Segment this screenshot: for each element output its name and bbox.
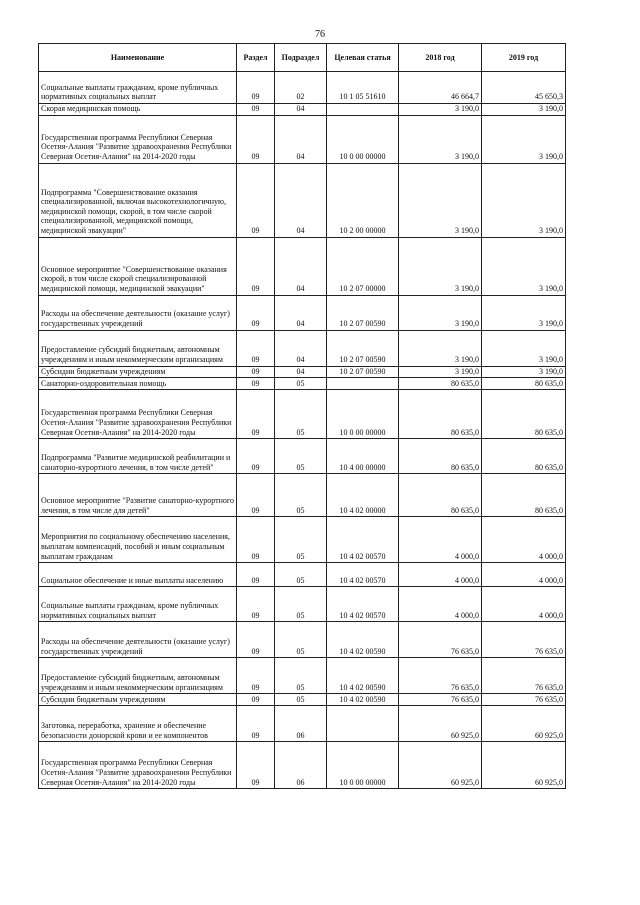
cell-podrazdel: 04 (275, 237, 327, 295)
cell-2019: 80 635,0 (482, 390, 566, 439)
cell-razdel: 09 (237, 622, 275, 658)
cell-target: 10 1 05 51610 (327, 72, 399, 104)
cell-target: 10 4 02 00590 (327, 658, 399, 694)
cell-podrazdel: 06 (275, 706, 327, 742)
cell-name: Государственная программа Республики Северная Осетия-Алания "Развитие здравоохранения Республики Северная Осетия-Алания" на 2014-2020 годы (39, 390, 237, 439)
table-row (39, 237, 566, 295)
cell-podrazdel: 04 (275, 115, 327, 163)
header-podrazdel: Подраздел (275, 44, 327, 72)
table-row (39, 295, 566, 330)
table-row (39, 587, 566, 622)
cell-podrazdel: 04 (275, 104, 327, 116)
header-2019: 2019 год (482, 44, 566, 72)
cell-target: 10 2 07 00590 (327, 295, 399, 330)
cell-2019: 80 635,0 (482, 378, 566, 390)
cell-target: 10 0 00 00000 (327, 115, 399, 163)
cell-razdel: 09 (237, 115, 275, 163)
cell-razdel: 09 (237, 295, 275, 330)
cell-2018: 3 190,0 (399, 295, 482, 330)
cell-podrazdel: 06 (275, 742, 327, 789)
cell-2019: 3 190,0 (482, 115, 566, 163)
page-number: 76 (315, 29, 325, 40)
cell-razdel: 09 (237, 163, 275, 237)
cell-razdel: 09 (237, 706, 275, 742)
header-razdel: Раздел (237, 44, 275, 72)
cell-name: Субсидии бюджетным учреждениям (39, 694, 237, 706)
table-row (39, 563, 566, 587)
cell-2018: 76 635,0 (399, 658, 482, 694)
cell-2019: 3 190,0 (482, 163, 566, 237)
table-row (39, 658, 566, 694)
budget-table (38, 43, 566, 789)
table-row (39, 742, 566, 789)
cell-razdel: 09 (237, 104, 275, 116)
cell-name: Подпрограмма "Совершенствование оказания специализированной, включая высокотехнологичную, медицинской помощи, скорой, в том числе скорой специализированной, медицинской помощи, медицинской эвакуации" (39, 163, 237, 237)
cell-name: Предоставление субсидий бюджетным, автономным учреждениям и иным некоммерческим организациям (39, 658, 237, 694)
cell-name: Субсидии бюджетным учреждениям (39, 366, 237, 378)
cell-razdel: 09 (237, 366, 275, 378)
cell-podrazdel: 05 (275, 658, 327, 694)
cell-2019: 4 000,0 (482, 587, 566, 622)
cell-podrazdel: 04 (275, 295, 327, 330)
cell-2018: 76 635,0 (399, 622, 482, 658)
cell-2018: 4 000,0 (399, 517, 482, 563)
cell-razdel: 09 (237, 330, 275, 366)
cell-target (327, 104, 399, 116)
table-row (39, 104, 566, 116)
cell-2018: 60 925,0 (399, 742, 482, 789)
cell-2019: 60 925,0 (482, 706, 566, 742)
cell-2019: 76 635,0 (482, 658, 566, 694)
cell-podrazdel: 05 (275, 622, 327, 658)
cell-2018: 4 000,0 (399, 563, 482, 587)
cell-name: Заготовка, переработка, хранение и обеспечение безопасности донорской крови и ее компонентов (39, 706, 237, 742)
cell-podrazdel: 05 (275, 694, 327, 706)
table-body (39, 72, 566, 789)
cell-2019: 4 000,0 (482, 563, 566, 587)
cell-name: Основное мероприятие "Совершенствование оказания скорой, в том числе скорой специализированной медицинской помощи, медицинской эвакуации" (39, 237, 237, 295)
cell-podrazdel: 04 (275, 163, 327, 237)
cell-2018: 3 190,0 (399, 330, 482, 366)
cell-podrazdel: 02 (275, 72, 327, 104)
cell-2018: 4 000,0 (399, 587, 482, 622)
cell-2018: 60 925,0 (399, 706, 482, 742)
cell-name: Расходы на обеспечение деятельности (оказание услуг) государственных учреждений (39, 295, 237, 330)
cell-2018: 80 635,0 (399, 474, 482, 517)
cell-razdel: 09 (237, 587, 275, 622)
cell-podrazdel: 05 (275, 517, 327, 563)
cell-name: Предоставление субсидий бюджетным, автономным учреждениям и иным некоммерческим организациям (39, 330, 237, 366)
cell-target: 10 4 02 00570 (327, 563, 399, 587)
cell-podrazdel: 05 (275, 378, 327, 390)
cell-name: Скорая медицинская помощь (39, 104, 237, 116)
cell-razdel: 09 (237, 474, 275, 517)
cell-target: 10 4 02 00570 (327, 517, 399, 563)
cell-podrazdel: 04 (275, 366, 327, 378)
cell-target (327, 378, 399, 390)
table-row (39, 330, 566, 366)
header-name: Наименование (39, 44, 237, 72)
cell-target: 10 4 02 00000 (327, 474, 399, 517)
cell-2019: 4 000,0 (482, 517, 566, 563)
table-row (39, 378, 566, 390)
cell-2019: 80 635,0 (482, 439, 566, 474)
table-row (39, 390, 566, 439)
cell-2019: 3 190,0 (482, 295, 566, 330)
cell-razdel: 09 (237, 390, 275, 439)
cell-name: Государственная программа Республики Северная Осетия-Алания "Развитие здравоохранения Республики Северная Осетия-Алания" на 2014-2020 годы (39, 742, 237, 789)
cell-target (327, 706, 399, 742)
cell-podrazdel: 05 (275, 390, 327, 439)
cell-name: Подпрограмма "Развитие медицинской реабилитации и санаторно-курортного лечения, в том числе детей" (39, 439, 237, 474)
header-target: Целевая статья (327, 44, 399, 72)
cell-name: Социальные выплаты гражданам, кроме публичных нормативных социальных выплат (39, 587, 237, 622)
cell-name: Расходы на обеспечение деятельности (оказание услуг) государственных учреждений (39, 622, 237, 658)
cell-2019: 80 635,0 (482, 474, 566, 517)
cell-target: 10 2 07 00590 (327, 366, 399, 378)
cell-2018: 3 190,0 (399, 163, 482, 237)
table-row (39, 474, 566, 517)
cell-target: 10 0 00 00000 (327, 742, 399, 789)
cell-podrazdel: 05 (275, 587, 327, 622)
cell-2018: 3 190,0 (399, 237, 482, 295)
cell-razdel: 09 (237, 237, 275, 295)
cell-razdel: 09 (237, 439, 275, 474)
cell-podrazdel: 05 (275, 474, 327, 517)
table-row (39, 439, 566, 474)
cell-target: 10 4 02 00590 (327, 694, 399, 706)
cell-target: 10 2 00 00000 (327, 163, 399, 237)
cell-podrazdel: 05 (275, 563, 327, 587)
table-row (39, 517, 566, 563)
cell-2018: 80 635,0 (399, 378, 482, 390)
cell-razdel: 09 (237, 694, 275, 706)
cell-name: Санаторно-оздоровительная помощь (39, 378, 237, 390)
cell-target: 10 2 07 00590 (327, 330, 399, 366)
cell-target: 10 4 02 00590 (327, 622, 399, 658)
cell-2019: 3 190,0 (482, 104, 566, 116)
cell-2019: 3 190,0 (482, 237, 566, 295)
cell-name: Государственная программа Республики Северная Осетия-Алания "Развитие здравоохранения Республики Северная Осетия-Алания" на 2014-2020 годы (39, 115, 237, 163)
table-row (39, 115, 566, 163)
table-row (39, 72, 566, 104)
cell-2019: 45 650,3 (482, 72, 566, 104)
cell-2018: 3 190,0 (399, 115, 482, 163)
cell-razdel: 09 (237, 72, 275, 104)
cell-razdel: 09 (237, 517, 275, 563)
cell-2018: 80 635,0 (399, 390, 482, 439)
table-row (39, 706, 566, 742)
cell-razdel: 09 (237, 658, 275, 694)
cell-target: 10 2 07 00000 (327, 237, 399, 295)
cell-name: Основное мероприятие "Развитие санаторно-курортного лечения, в том числе для детей" (39, 474, 237, 517)
table-row (39, 694, 566, 706)
cell-2019: 76 635,0 (482, 622, 566, 658)
cell-2018: 3 190,0 (399, 366, 482, 378)
cell-name: Мероприятия по социальному обеспечению населения, выплатам компенсаций, пособий и иным социальным выплатам гражданам (39, 517, 237, 563)
cell-name: Социальное обеспечение и иные выплаты населению (39, 563, 237, 587)
cell-razdel: 09 (237, 563, 275, 587)
table-header-row (39, 44, 566, 72)
header-2018: 2018 год (399, 44, 482, 72)
cell-razdel: 09 (237, 378, 275, 390)
cell-razdel: 09 (237, 742, 275, 789)
cell-target: 10 4 02 00570 (327, 587, 399, 622)
cell-2018: 76 635,0 (399, 694, 482, 706)
cell-podrazdel: 04 (275, 330, 327, 366)
cell-2019: 60 925,0 (482, 742, 566, 789)
cell-2018: 80 635,0 (399, 439, 482, 474)
cell-2018: 46 664,7 (399, 72, 482, 104)
cell-2019: 3 190,0 (482, 330, 566, 366)
cell-2018: 3 190,0 (399, 104, 482, 116)
cell-name: Социальные выплаты гражданам, кроме публичных нормативных социальных выплат (39, 72, 237, 104)
table-row (39, 163, 566, 237)
cell-podrazdel: 05 (275, 439, 327, 474)
cell-2019: 3 190,0 (482, 366, 566, 378)
cell-target: 10 4 00 00000 (327, 439, 399, 474)
table-row (39, 366, 566, 378)
cell-target: 10 0 00 00000 (327, 390, 399, 439)
table-row (39, 622, 566, 658)
cell-2019: 76 635,0 (482, 694, 566, 706)
